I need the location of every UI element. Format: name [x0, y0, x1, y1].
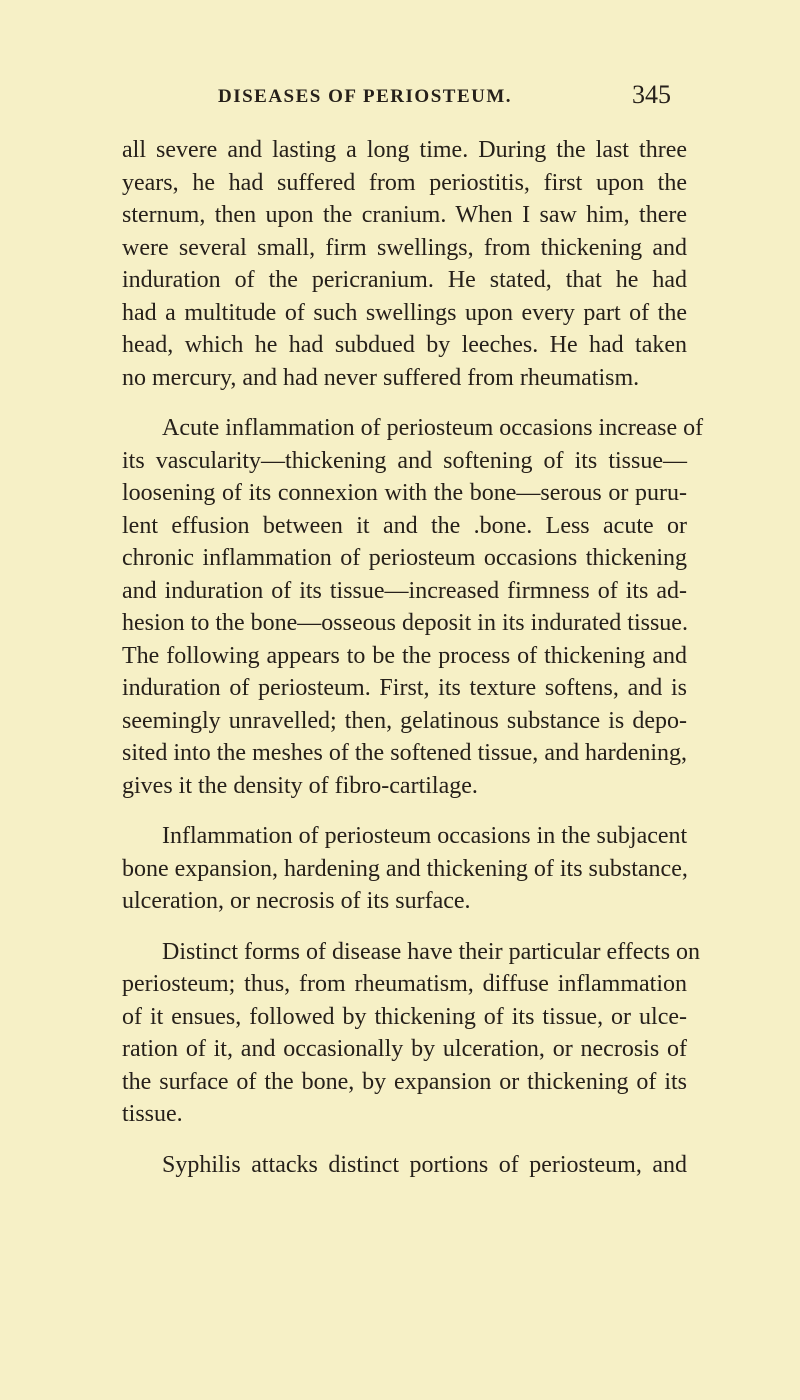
text-line: had a multitude of such swellings upon every part of the — [122, 299, 687, 326]
text-line: The following appears to be the process of thickening and — [122, 642, 687, 669]
text-line: Acute inflammation of periosteum occasions increase of — [162, 415, 704, 441]
text-line: Distinct forms of disease have their particular effects on — [162, 938, 701, 965]
text-line: the surface of the bone, by expansion or thickening of its — [122, 1068, 687, 1095]
text-line: periosteum; thus, from rheumatism, diffuse inflammation — [122, 971, 687, 997]
text-line: head, which he had subdued by leeches. He had taken — [122, 332, 687, 358]
running-title: DISEASES OF PERIOSTEUM. — [217, 86, 513, 107]
text-line: were several small, firm swellings, from thickening and — [122, 234, 687, 261]
running-head — [0, 80, 800, 116]
text-line: seemingly unravelled; then, gelatinous substance is depo- — [122, 707, 687, 734]
text-line: induration of periosteum. First, its texture softens, and is — [122, 675, 687, 701]
text-line: sited into the meshes of the softened tissue, and hardening, — [122, 740, 687, 766]
text-line: Inflammation of periosteum occasions in the subjacent — [162, 823, 688, 849]
text-line: and induration of its tissue—increased firmness of its ad- — [122, 577, 687, 604]
body-text — [122, 134, 704, 1181]
text-line: chronic inflammation of periosteum occasions thickening — [122, 545, 687, 571]
paragraph-gap — [122, 802, 687, 820]
text-line: lent effusion between it and the .bone. Less acute or — [122, 512, 687, 539]
paragraph — [122, 1149, 687, 1182]
text-line: induration of the pericranium. He stated, that he had — [122, 267, 687, 293]
text-line: sternum, then upon the cranium. When I saw him, there — [122, 202, 687, 228]
paragraph — [122, 820, 687, 918]
paragraph-gap — [122, 394, 687, 412]
text-line: bone expansion, hardening and thickening of its substance, — [122, 855, 688, 882]
paragraph-gap — [122, 918, 687, 936]
paragraph-gap — [122, 1131, 687, 1149]
text-line: gives it the density of fibro-cartilage. — [122, 772, 478, 799]
paragraph — [122, 936, 701, 1131]
paragraph — [122, 134, 687, 394]
text-line: tissue. — [122, 1101, 183, 1127]
text-line: Syphilis attacks distinct portions of periosteum, and — [162, 1151, 687, 1178]
paragraph — [122, 412, 704, 802]
page-number: 345 — [632, 80, 671, 109]
text-line: its vascularity—thickening and softening of its tissue— — [122, 447, 687, 474]
text-line: loosening of its connexion with the bone—serous or puru- — [122, 480, 687, 506]
text-line: all severe and lasting a long time. During the last three — [122, 137, 687, 163]
text-line: hesion to the bone—osseous deposit in its indurated tissue. — [122, 610, 688, 636]
text-line: ration of it, and occasionally by ulceration, or necrosis of — [122, 1036, 687, 1062]
text-line: ulceration, or necrosis of its surface. — [122, 888, 471, 914]
text-line: no mercury, and had never suffered from rheumatism. — [122, 364, 640, 391]
text-line: of it ensues, followed by thickening of its tissue, or ulce- — [122, 1003, 687, 1030]
text-line: years, he had suffered from periostitis, first upon the — [122, 169, 687, 196]
